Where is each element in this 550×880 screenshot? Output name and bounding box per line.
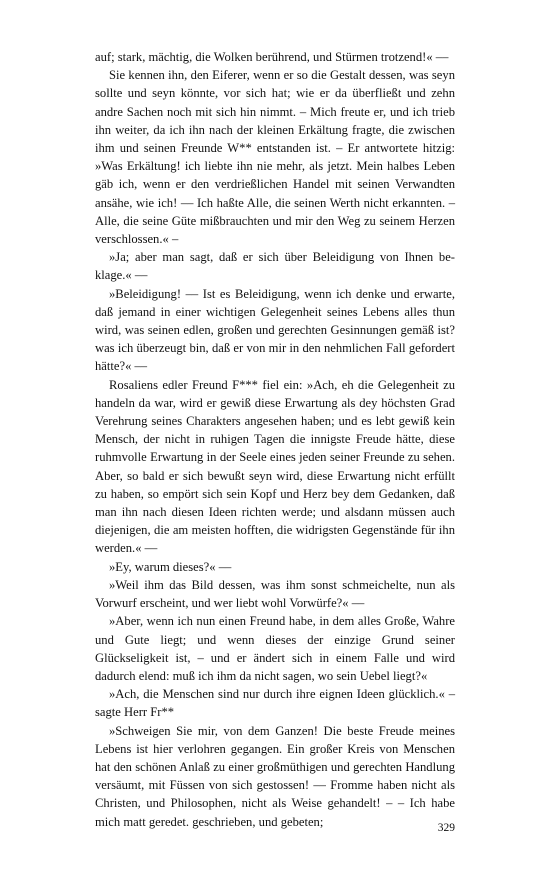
paragraph: »Ja; aber man sagt, daß er sich über Beleidigung von Ihnen beklage.« ––	[95, 250, 455, 283]
paragraph: »Schweigen Sie mir, von dem Ganzen! Die beste Freude meines Lebens ist hier verlohren gegangen. Ein großer Kreis von Menschen hat den schönen Anlaß zu einer großmüthigen und gerechten Handlung versäumt, mit Füssen von sich gestossen! –– Fromme haben nicht als Christen, und Philosophen, nicht als Weise gehandelt! – – Ich habe mich matt geredet. geschrieben, und gebeten;	[95, 723, 455, 829]
paragraph: Sie kennen ihn, den Eiferer, wenn er so die Gestalt dessen, was seyn sollte und seyn könnte, vor sich hat; wie er da überfließt und zehn andre Sachen noch mit sich hin nimmt. – Mich freute er, und ich trieb ihn weiter, da ich ihn nach der kleinen Erkältung fragte, die zwischen ihm und seinen Freunde W** entstanden ist. – Er antwortete hitzig: »Was Erkältung! ich liebte ihn nie mehr, als jetzt. Mein halbes Leben gäb ich, wenn er den verdrießlichen Handel mit seinen Verwandten ansähe, wie ich! –– Ich haßte Alle, die seinen Werth nicht erkannten. – Alle, die seine Güte mißbrauchten und mir den Weg zu seinem Herzen verschlossen.« –	[95, 68, 455, 247]
paragraph: »Ey, warum dieses?« ––	[109, 559, 232, 574]
paragraph: »Aber, wenn ich nun einen Freund habe, in dem alles Große, Wahre und Gute liegt; und wenn dieses der einzige Grund seiner Glückseligkeit ist, – und er ändert sich in einem Falle und wird dadurch elend: muß ich ihm da nicht sagen, wo sein Uebel liegt?«	[95, 614, 455, 683]
paragraph: »Beleidigung! –– Ist es Beleidigung, wenn ich denke und erwarte, daß jemand in einer wichtigen Gelegenheit seines Lebens alles thun wird, was seinen edlen, großen und gerechten Gesinnungen gemäß ist? was ich überzeugt bin, daß er von mir in den nehmlichen Fall gefordert hätte?« ––	[95, 286, 455, 374]
paragraph: »Ach, die Menschen sind nur durch ihre eignen Ideen glücklich.« – sagte Herr Fr**	[95, 687, 455, 720]
page-number: 329	[437, 822, 455, 834]
paragraph: auf; stark, mächtig, die Wolken berührend, und Stürmen trotzend!« ––	[95, 50, 449, 64]
paragraph: Rosaliens edler Freund F*** fiel ein: »Ach, eh die Gelegenheit zu handeln da war, wird er gewiß diese Erwartung als dey höchsten Grad Verehrung seines Charakters angesehen haben; und es lebt gewiß kein Mensch, der nicht in ruhigen Tagen die innigste Freude hätte, diese ruhmvolle Erwartung in der Seele eines jeden seiner Freunde zu sehen. Aber, so bald er sich bewußt seyn wird, diese Erwartung nicht erfüllt zu haben, so empört sich sein Kopf und Herz bey dem Gedanken, daß man ihn nach diesen Ideen richten werde; und alsdann müssen auch diejenigen, die am meisten hofften, die widrigsten Gegenstände für ihn werden.« ––	[95, 377, 455, 556]
paragraph: »Weil ihm das Bild dessen, was ihm sonst schmeichelte, nun als Vorwurf erscheint, und wer liebt wohl Vorwürfe?« ––	[95, 577, 455, 611]
body-text	[95, 48, 455, 831]
